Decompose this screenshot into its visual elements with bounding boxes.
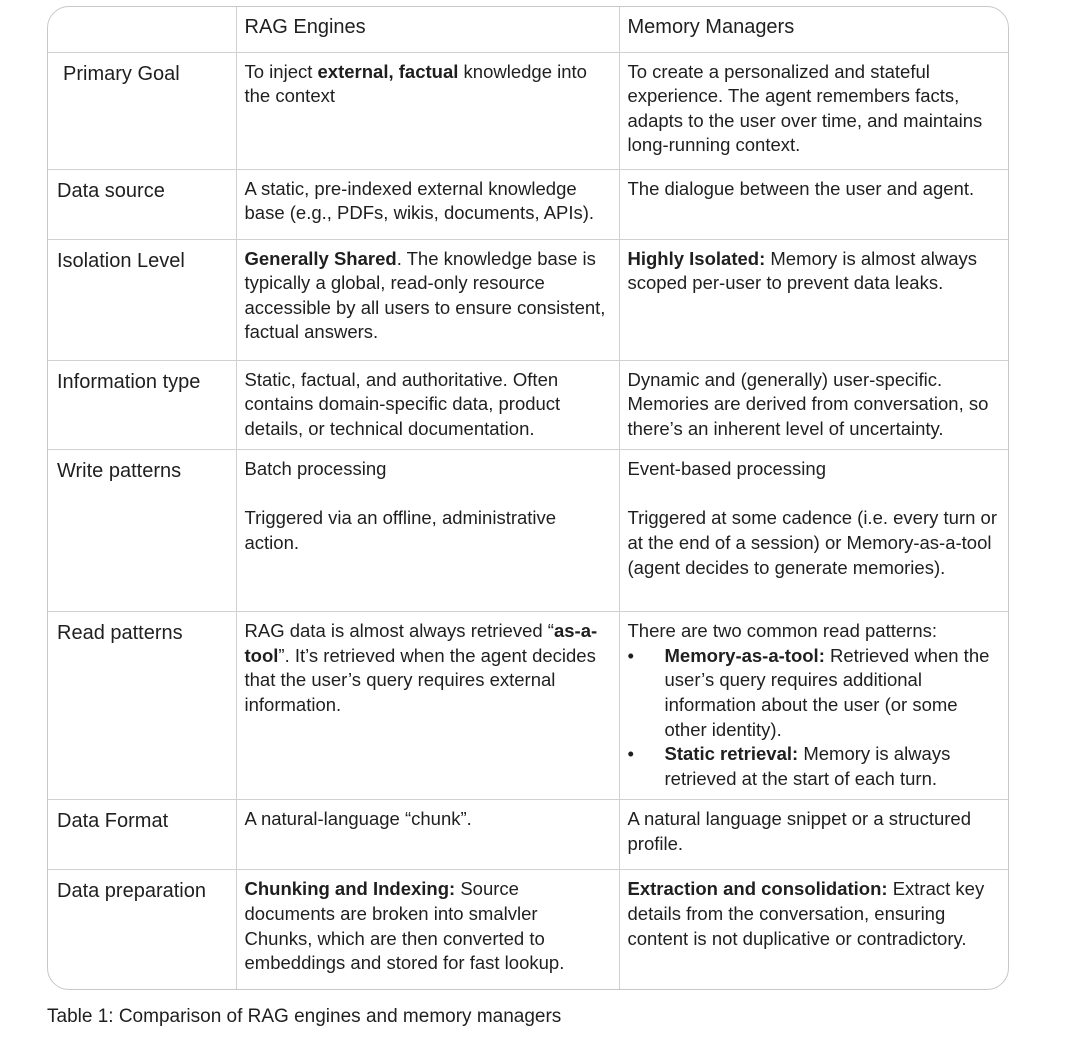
- cell-text: A natural language snippet or a structured profile.: [627, 808, 972, 855]
- cell-text: ”. It’s retrieved when the agent decides that the user’s query requires external information.: [244, 644, 596, 716]
- cell-text: The dialogue between the user and agent.: [627, 177, 975, 199]
- cell-text: . The knowledge base is typically a global, read-only resource accessible by all users to ensure consistent, factual answers.: [244, 247, 606, 343]
- bullet: •: [627, 644, 634, 666]
- table-row: [48, 450, 1009, 612]
- memory-cell: [619, 612, 1009, 800]
- header-rag-engines: RAG Engines: [236, 7, 619, 52]
- rag-cell: [236, 239, 619, 360]
- rag-cell: [236, 870, 619, 989]
- row-label: Read patterns: [48, 612, 236, 800]
- table-row: [48, 870, 1009, 989]
- cell-text: A natural-language “chunk”.: [244, 808, 472, 830]
- cell-text: Event-based processing: [627, 458, 826, 480]
- memory-cell: [619, 52, 1009, 169]
- row-label: Primary Goal: [48, 52, 236, 169]
- table-row: [48, 52, 1009, 169]
- cell-text: Triggered via an offline, administrative action.: [244, 507, 557, 554]
- cell-bold-text: as-a-tool: [244, 620, 598, 666]
- cell-text: Source documents are broken into smalvler Chunks, which are then converted to embeddings and stored for fast lookup.: [244, 878, 565, 974]
- cell-text: RAG data is almost always retrieved “: [244, 620, 554, 642]
- table-row: [48, 612, 1009, 800]
- table-row: [48, 360, 1009, 450]
- header-blank-cell: [48, 7, 236, 52]
- memory-cell: [619, 450, 1009, 612]
- read-pattern-list: [628, 644, 1003, 792]
- header-memory-managers: Memory Managers: [619, 7, 1009, 52]
- cell-text: Static, factual, and authoritative. Often contains domain-specific data, product details, or technical documentation.: [244, 368, 561, 439]
- cell-text: Triggered at some cadence (i.e. every turn or at the end of a session) or Memory-as-a-tool (agent decides to generate memories).: [627, 507, 997, 578]
- cell-text: Memory is always retrieved at the start of each turn.: [664, 743, 951, 789]
- comparison-table: [48, 7, 1009, 989]
- row-label: Data preparation: [48, 870, 236, 989]
- cell-bold-text: Highly Isolated:: [627, 247, 766, 269]
- memory-cell: [619, 169, 1009, 239]
- list-item: [628, 644, 1003, 742]
- table-caption: Table 1: Comparison of RAG engines and memory managers: [47, 1006, 562, 1027]
- row-label: Data Format: [48, 800, 236, 870]
- cell-bold-text: external, factual: [317, 60, 459, 82]
- memory-cell: [619, 360, 1009, 450]
- cell-text: There are two common read patterns:: [627, 620, 938, 642]
- table-row: [48, 169, 1009, 239]
- cell-text: Retrieved when the user’s query requires additional information about the user (or some other identity).: [664, 644, 990, 740]
- cell-text: A static, pre-indexed external knowledge base (e.g., PDFs, wikis, documents, APIs).: [244, 177, 595, 224]
- cell-bold-text: Generally Shared: [244, 247, 397, 269]
- table-row: [48, 800, 1009, 870]
- cell-text: Dynamic and (generally) user-specific. Memories are derived from conversation, so there’s an inherent level of uncertainty.: [627, 368, 989, 439]
- row-label: Information type: [48, 360, 236, 450]
- memory-cell: [619, 800, 1009, 870]
- cell-text: To create a personalized and stateful experience. The agent remembers facts, adapts to the user over time, and maintains long-running context.: [627, 60, 983, 156]
- cell-bold-text: Extraction and consolidation:: [627, 878, 888, 900]
- rag-cell: [236, 360, 619, 450]
- cell-text: Memory is almost always scoped per-user to prevent data leaks.: [627, 247, 978, 294]
- table-row: [48, 239, 1009, 360]
- cell-text: Extract key details from the conversation, ensuring content is not duplicative or contradictory.: [627, 878, 985, 949]
- row-label: Write patterns: [48, 450, 236, 612]
- memory-cell: [619, 870, 1009, 989]
- rag-cell: [236, 450, 619, 612]
- cell-bold-text: Memory-as-a-tool:: [664, 644, 825, 666]
- rag-cell: [236, 800, 619, 870]
- cell-text: knowledge into the context: [244, 60, 587, 107]
- cell-text: Batch processing: [244, 458, 387, 480]
- cell-text: To inject: [244, 60, 318, 82]
- list-item: [628, 742, 1003, 791]
- memory-cell: [619, 239, 1009, 360]
- rag-cell: [236, 52, 619, 169]
- rag-cell: [236, 169, 619, 239]
- row-label: Data source: [48, 169, 236, 239]
- row-label: Isolation Level: [48, 239, 236, 360]
- header-row: [48, 7, 1009, 52]
- cell-bold-text: Chunking and Indexing:: [244, 878, 456, 900]
- comparison-table-container: [47, 6, 1009, 990]
- cell-bold-text: Static retrieval:: [664, 743, 799, 765]
- bullet: •: [627, 743, 634, 765]
- rag-cell: [236, 612, 619, 800]
